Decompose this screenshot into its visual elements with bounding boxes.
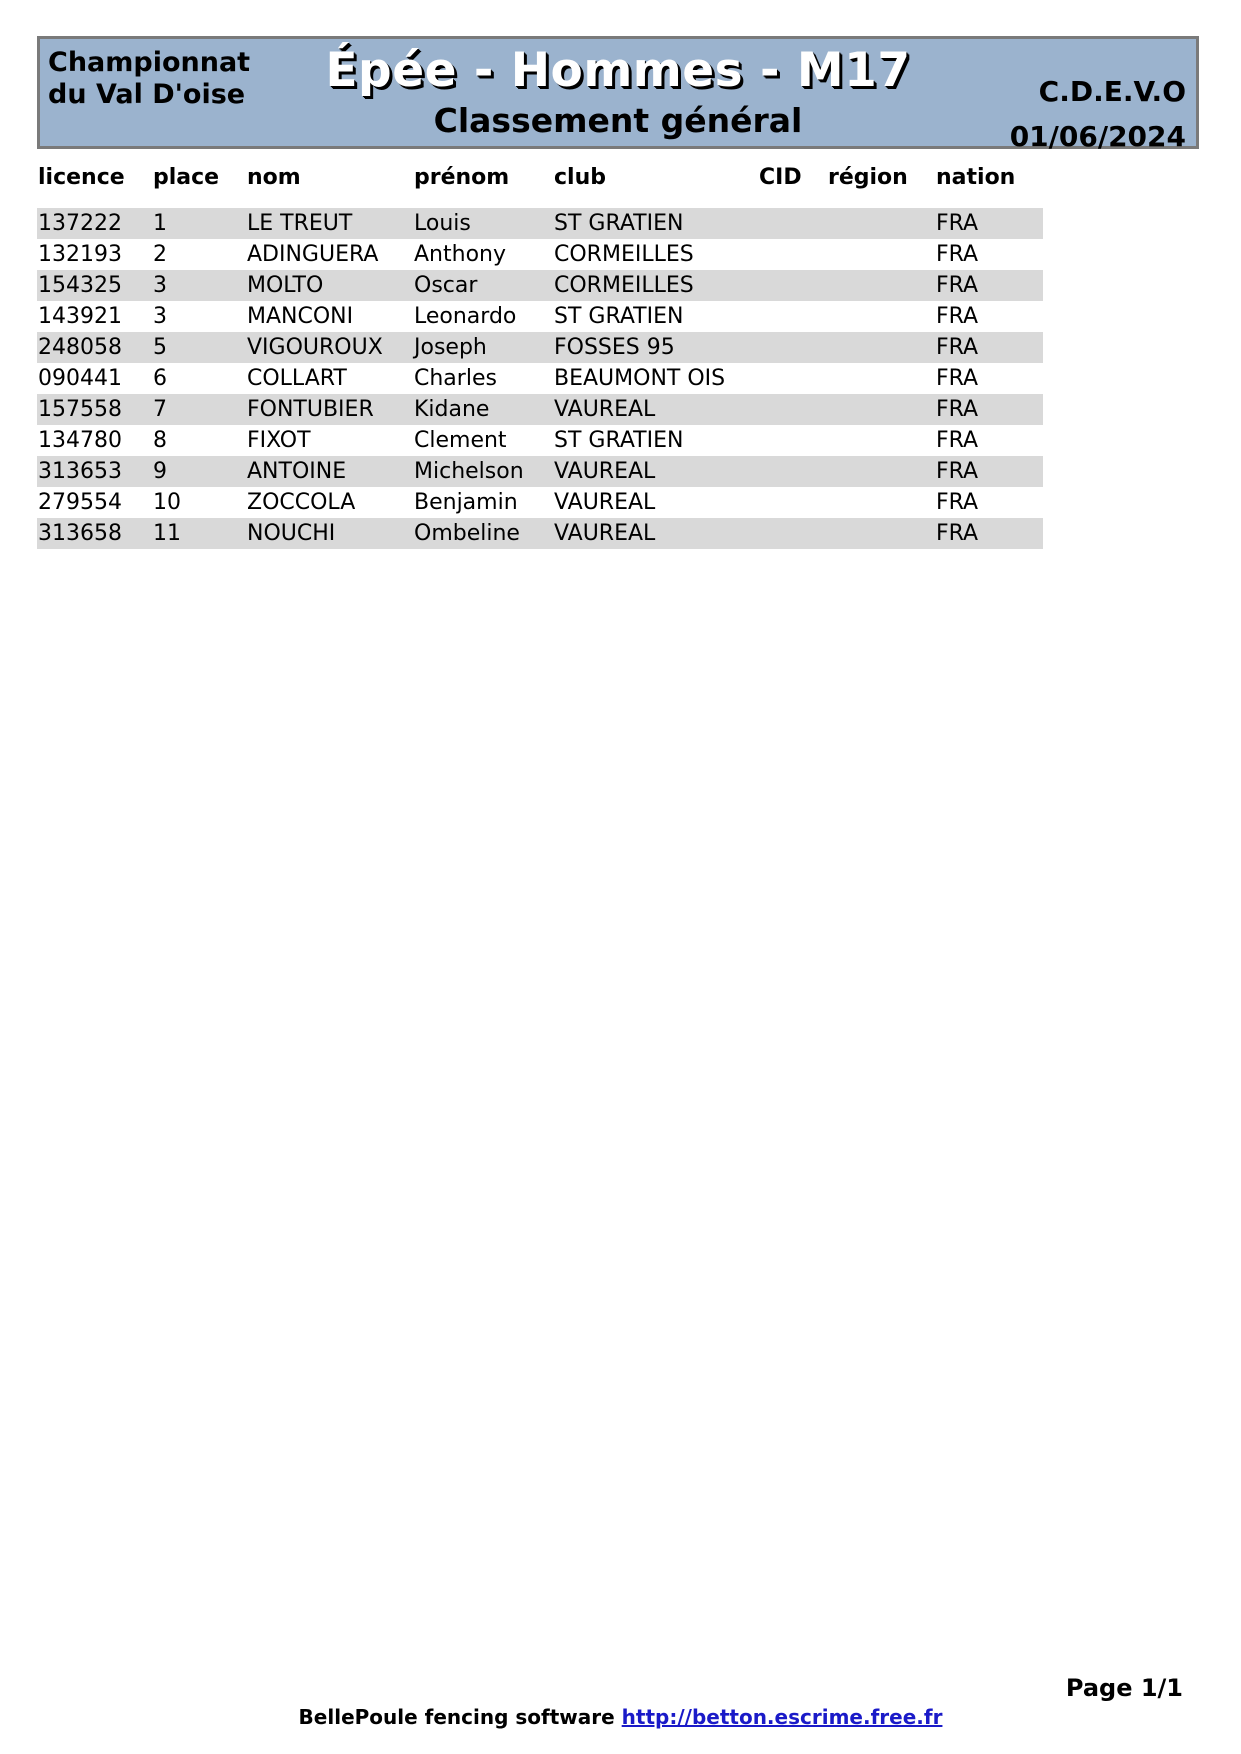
cell-nation: FRA (935, 518, 1043, 549)
cell-region (827, 394, 935, 425)
cell-nom: MANCONI (246, 301, 413, 332)
cell-region (827, 456, 935, 487)
cell-prenom: Benjamin (413, 487, 553, 518)
cell-region (827, 487, 935, 518)
cell-club: VAUREAL (553, 518, 758, 549)
cell-cid (758, 208, 827, 239)
cell-region (827, 363, 935, 394)
cell-nation: FRA (935, 487, 1043, 518)
event-date: 01/06/2024 (1009, 120, 1186, 153)
cell-club: CORMEILLES (553, 270, 758, 301)
cell-cid (758, 425, 827, 456)
table-row (37, 363, 1043, 394)
cell-prenom: Oscar (413, 270, 553, 301)
cell-club: ST GRATIEN (553, 425, 758, 456)
cell-licence: 154325 (37, 270, 152, 301)
cell-nom: LE TREUT (246, 208, 413, 239)
column-header-nation: nation (936, 164, 1016, 190)
cell-licence: 137222 (37, 208, 152, 239)
cell-prenom: Ombeline (413, 518, 553, 549)
cell-licence: 157558 (37, 394, 152, 425)
organizer-info (1010, 69, 1186, 159)
cell-prenom: Joseph (413, 332, 553, 363)
table-row (37, 425, 1043, 456)
cell-cid (758, 332, 827, 363)
cell-licence: 134780 (37, 425, 152, 456)
cell-club: BEAUMONT OIS (553, 363, 758, 394)
results-body (37, 208, 1043, 549)
cell-nom: ADINGUERA (246, 239, 413, 270)
cell-club: FOSSES 95 (553, 332, 758, 363)
cell-place: 1 (152, 208, 246, 239)
cell-licence: 313653 (37, 456, 152, 487)
cell-nation: FRA (935, 456, 1043, 487)
results-table (37, 160, 1043, 549)
organizer-name: C.D.E.V.O (1038, 75, 1186, 108)
cell-licence: 248058 (37, 332, 152, 363)
cell-nation: FRA (935, 332, 1043, 363)
header-spacer (37, 194, 1043, 208)
cell-club: ST GRATIEN (553, 208, 758, 239)
cell-club: CORMEILLES (553, 239, 758, 270)
cell-nom: MOLTO (246, 270, 413, 301)
cell-cid (758, 487, 827, 518)
table-row (37, 270, 1043, 301)
cell-region (827, 518, 935, 549)
cell-cid (758, 518, 827, 549)
cell-place: 10 (152, 487, 246, 518)
cell-club: VAUREAL (553, 394, 758, 425)
table-row (37, 332, 1043, 363)
championship-line-2: du Val D'oise (48, 79, 246, 110)
cell-place: 3 (152, 301, 246, 332)
column-header-region: région (828, 164, 908, 190)
cell-place: 11 (152, 518, 246, 549)
column-header-licence: licence (38, 164, 125, 190)
cell-place: 3 (152, 270, 246, 301)
cell-licence: 313658 (37, 518, 152, 549)
cell-cid (758, 301, 827, 332)
cell-prenom: Leonardo (413, 301, 553, 332)
software-name: BellePoule fencing software (298, 1705, 615, 1729)
cell-prenom: Kidane (413, 394, 553, 425)
cell-place: 9 (152, 456, 246, 487)
cell-licence: 143921 (37, 301, 152, 332)
table-row (37, 487, 1043, 518)
cell-club: VAUREAL (553, 456, 758, 487)
cell-cid (758, 363, 827, 394)
cell-place: 8 (152, 425, 246, 456)
table-row (37, 394, 1043, 425)
cell-nom: FONTUBIER (246, 394, 413, 425)
cell-prenom: Michelson (413, 456, 553, 487)
cell-nation: FRA (935, 301, 1043, 332)
event-title: Épée - Hommes - M17 (325, 43, 911, 98)
cell-cid (758, 270, 827, 301)
cell-cid (758, 239, 827, 270)
cell-prenom: Clement (413, 425, 553, 456)
column-header-prenom: prénom (414, 164, 510, 190)
cell-nom: COLLART (246, 363, 413, 394)
cell-prenom: Louis (413, 208, 553, 239)
cell-cid (758, 394, 827, 425)
column-header-club: club (554, 164, 606, 190)
cell-region (827, 239, 935, 270)
cell-region (827, 332, 935, 363)
cell-nom: NOUCHI (246, 518, 413, 549)
cell-region (827, 425, 935, 456)
cell-region (827, 301, 935, 332)
table-header-row (37, 160, 1043, 194)
page-number: Page 1/1 (1065, 1674, 1183, 1702)
table-row (37, 456, 1043, 487)
table-row (37, 518, 1043, 549)
cell-nom: ZOCCOLA (246, 487, 413, 518)
cell-nom: ANTOINE (246, 456, 413, 487)
cell-nation: FRA (935, 363, 1043, 394)
cell-prenom: Charles (413, 363, 553, 394)
cell-nation: FRA (935, 394, 1043, 425)
table-row (37, 239, 1043, 270)
footer-credit (0, 1705, 1241, 1729)
cell-place: 7 (152, 394, 246, 425)
championship-line-1: Championnat (48, 47, 251, 78)
table-row (37, 208, 1043, 239)
cell-place: 2 (152, 239, 246, 270)
cell-place: 5 (152, 332, 246, 363)
ranking-subtitle: Classement général (433, 101, 803, 140)
software-link[interactable]: http://betton.escrime.free.fr (621, 1705, 943, 1729)
cell-place: 6 (152, 363, 246, 394)
cell-nation: FRA (935, 208, 1043, 239)
cell-nation: FRA (935, 270, 1043, 301)
column-header-nom: nom (247, 164, 301, 190)
cell-region (827, 208, 935, 239)
cell-licence: 279554 (37, 487, 152, 518)
cell-club: ST GRATIEN (553, 301, 758, 332)
column-header-place: place (153, 164, 220, 190)
table-row (37, 301, 1043, 332)
cell-nom: VIGOUROUX (246, 332, 413, 363)
cell-nation: FRA (935, 239, 1043, 270)
cell-prenom: Anthony (413, 239, 553, 270)
cell-nation: FRA (935, 425, 1043, 456)
cell-licence: 132193 (37, 239, 152, 270)
cell-club: VAUREAL (553, 487, 758, 518)
cell-nom: FIXOT (246, 425, 413, 456)
cell-licence: 090441 (37, 363, 152, 394)
column-header-cid: CID (759, 164, 802, 190)
cell-cid (758, 456, 827, 487)
header-banner (37, 36, 1199, 153)
cell-region (827, 270, 935, 301)
